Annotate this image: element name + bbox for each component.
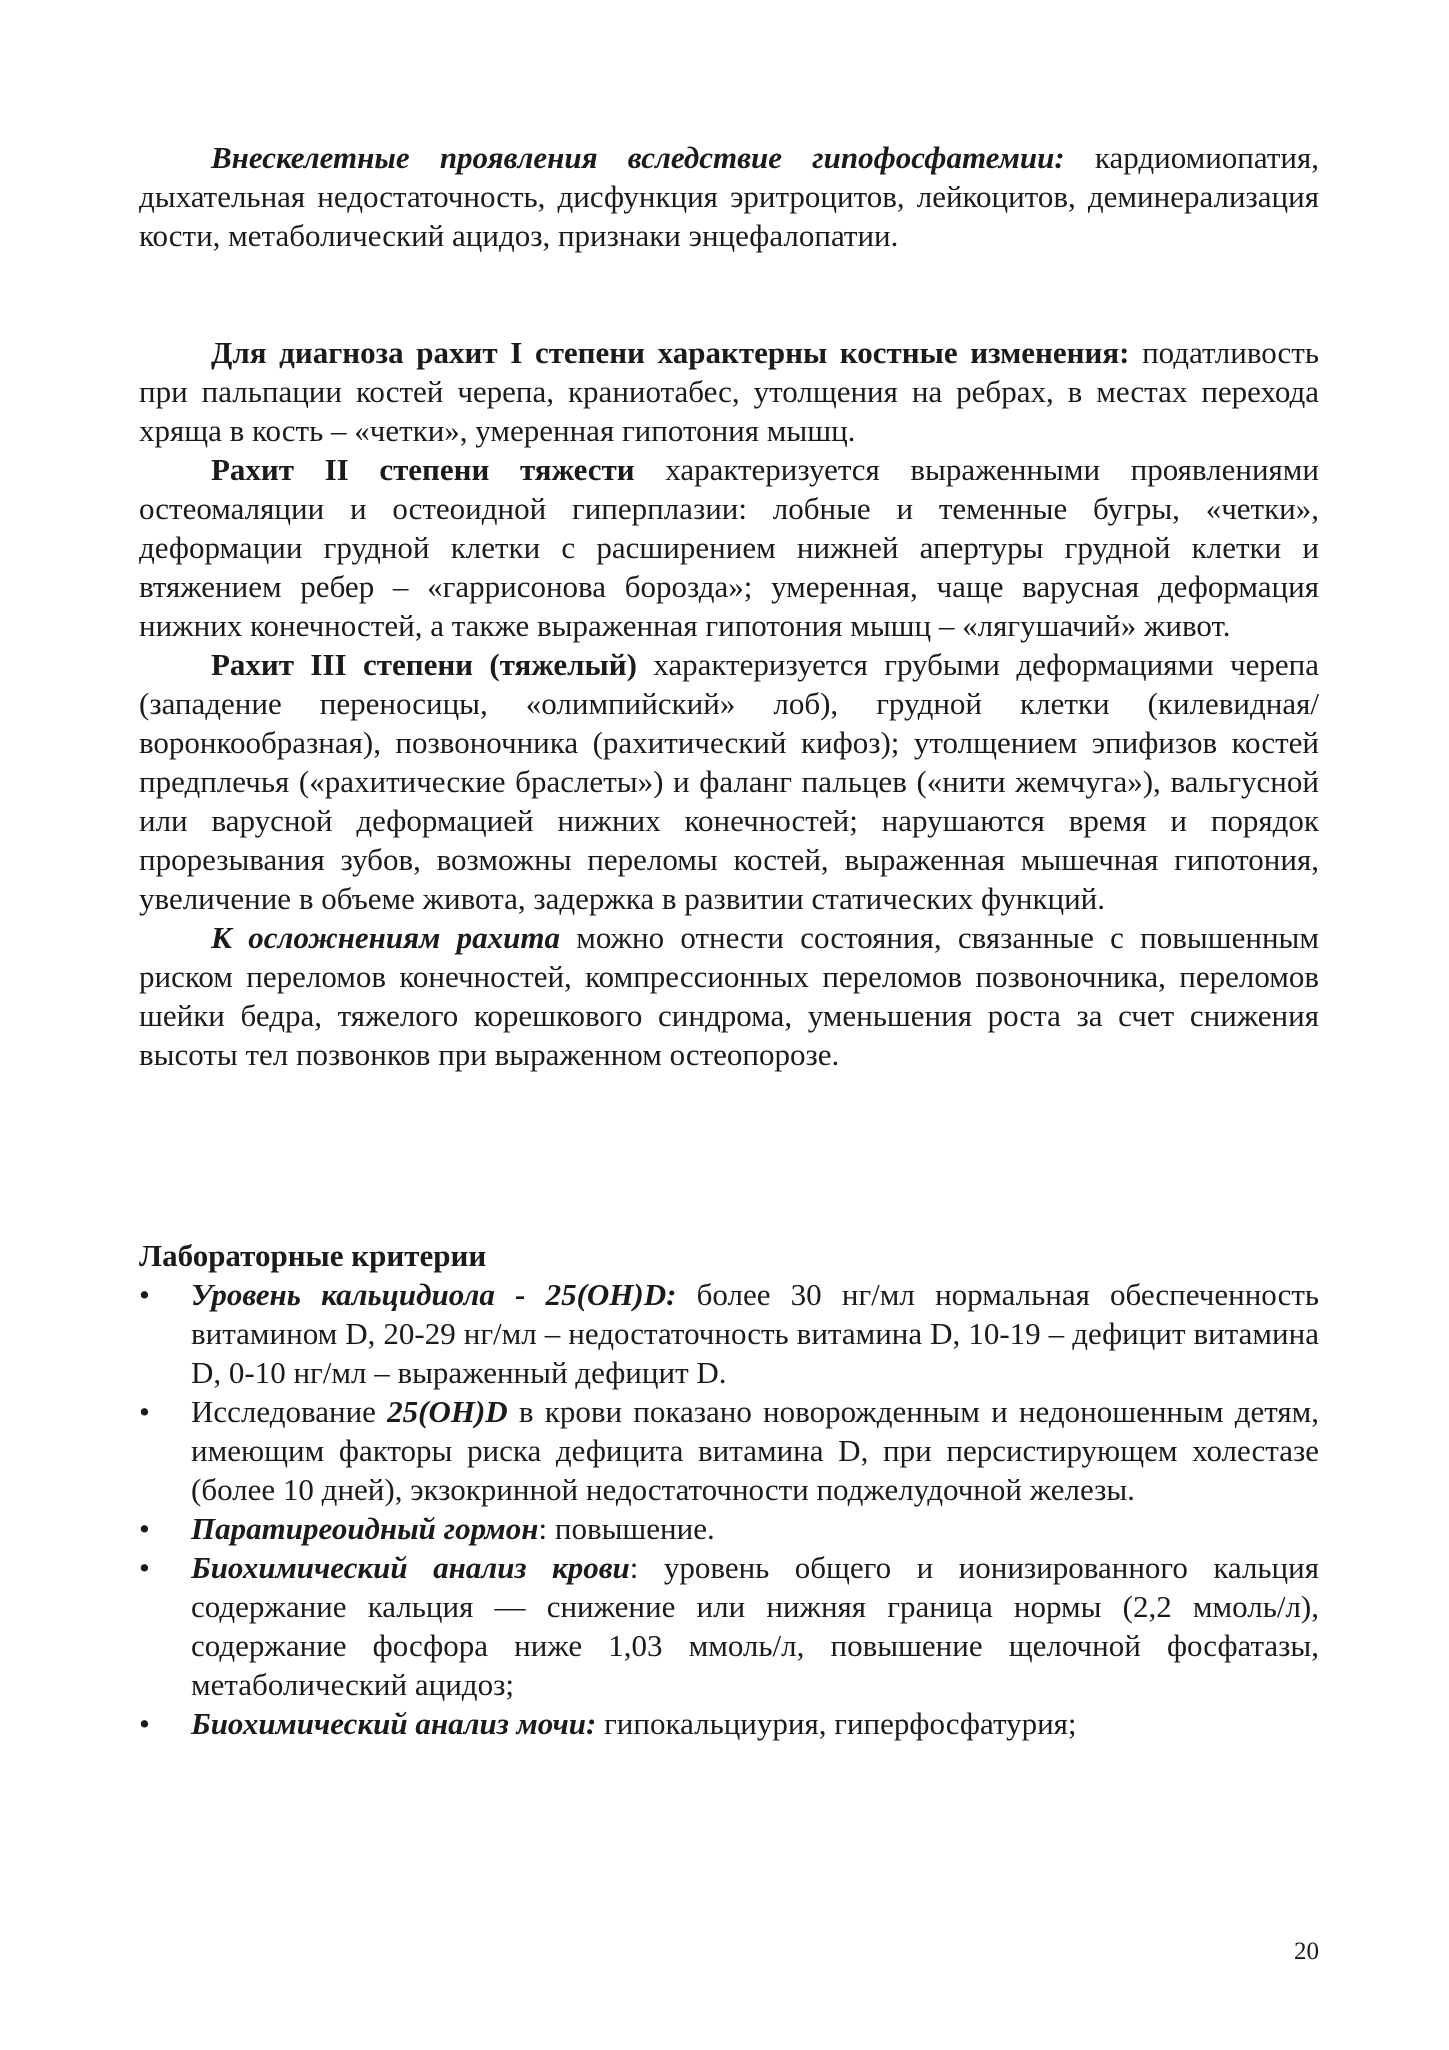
- complications-lead: К осложнениям рахита: [211, 920, 560, 955]
- grade3-paragraph: [139, 645, 1319, 918]
- criterion-lead: 25(OH)D: [387, 1394, 508, 1429]
- list-item: [139, 1392, 1319, 1509]
- complications-text: можно отнести состояния, связанные с повышенным риском переломов конечностей, компрессионных переломов позвоночника, переломов шейки бедра, тяжелого корешкового синдрома, уменьшения роста за счет снижения высоты тел позвонков при выраженном остеопорозе.: [139, 920, 1319, 1072]
- grades-section: [139, 333, 1319, 1074]
- lab-criteria-section: [139, 1236, 1319, 1743]
- bullet-mark: •: [139, 1277, 150, 1312]
- grade1-text: податливость при пальпации костей черепа, краниотабес, утолщения на ребрах, в местах перехода хряща в кость – «четки», умеренная гипотония мышц.: [139, 335, 1319, 448]
- list-item: [139, 1548, 1319, 1704]
- extraskeletal-text: кардиомиопатия, дыхательная недостаточность, дисфункция эритроцитов, лейкоцитов, деминерализация кости, метаболический ацидоз, признаки энцефалопатии.: [139, 140, 1320, 253]
- criterion-text: : повышение.: [538, 1511, 715, 1546]
- criterion-lead: Биохимический анализ крови: [191, 1550, 630, 1585]
- bullet-mark: •: [139, 1550, 150, 1585]
- grade2-text: характеризуется выраженными проявлениями остеомаляции и остеоидной гиперплазии: лобные и теменные бугры, «четки», деформации грудной клетки с расширением нижней апертуры грудной клетки и втяжением ребер – «гаррисонова борозда»; умеренная, чаще варусная деформация нижних конечностей, а также выраженная гипотония мышц – «лягушачий» живот.: [139, 452, 1320, 643]
- grade1-lead: Для диагноза рахит I степени характерны костные изменения:: [211, 335, 1130, 370]
- page-number: 20: [1294, 1938, 1319, 1965]
- grade2-paragraph: [139, 450, 1319, 645]
- extraskeletal-heading: Внескелетные проявления вследствие гипофосфатемии:: [211, 140, 1065, 175]
- grade3-lead: Рахит III степени (тяжелый): [211, 647, 637, 682]
- bullet-mark: •: [139, 1511, 150, 1546]
- criterion-lead: Биохимический анализ мочи:: [191, 1706, 597, 1741]
- lab-criteria-list: [139, 1275, 1319, 1743]
- criterion-lead: Паратиреоидный гормон: [191, 1511, 539, 1546]
- criterion-text: : уровень общего и ионизированного кальция содержание кальция — снижение или нижняя граница нормы (2,2 ммоль/л), содержание фосфора ниже 1,03 ммоль/л, повышение щелочной фосфатазы, метаболический ацидоз;: [191, 1550, 1319, 1702]
- list-item: [139, 1704, 1319, 1743]
- lab-criteria-heading: Лабораторные критерии: [139, 1238, 487, 1273]
- criterion-text: гипокальциурия, гиперфосфатурия;: [596, 1706, 1077, 1741]
- criterion-pre: Исследование: [191, 1394, 388, 1429]
- complications-paragraph: [139, 918, 1319, 1074]
- bullet-mark: •: [139, 1394, 150, 1429]
- grade1-paragraph: [139, 333, 1319, 450]
- grade3-text: характеризуется грубыми деформациями черепа (западение переносицы, «олимпийский» лоб), грудной клетки (килевидная/воронкообразная), позвоночника (рахитический кифоз); утолщением эпифизов костей предплечья («рахитические браслеты») и фаланг пальцев («нити жемчуга»), вальгусной или варусной деформацией нижних конечностей; нарушаются время и порядок прорезывания зубов, возможны переломы костей, выраженная мышечная гипотония, увеличение в объеме живота, задержка в развитии статических функций.: [139, 647, 1319, 916]
- list-item: [139, 1509, 1319, 1548]
- criterion-text: более 30 нг/мл нормальная обеспеченность витамином D, 20-29 нг/мл – недостаточность витамина D, 10-19 – дефицит витамина D, 0-10 нг/мл – выраженный дефицит D.: [191, 1277, 1320, 1390]
- list-item: [139, 1275, 1319, 1392]
- bullet-mark: •: [139, 1706, 150, 1741]
- extraskeletal-paragraph: [139, 138, 1319, 255]
- criterion-lead: Уровень кальцидиола - 25(OH)D:: [191, 1277, 677, 1312]
- grade2-lead: Рахит II степени тяжести: [211, 452, 635, 487]
- criterion-text: в крови показано новорожденным и недоношенным детям, имеющим факторы риска дефицита витамина D, при персистирующем холестазе (более 10 дней), экзокринной недостаточности поджелудочной железы.: [191, 1394, 1319, 1507]
- extraskeletal-section: [139, 138, 1319, 255]
